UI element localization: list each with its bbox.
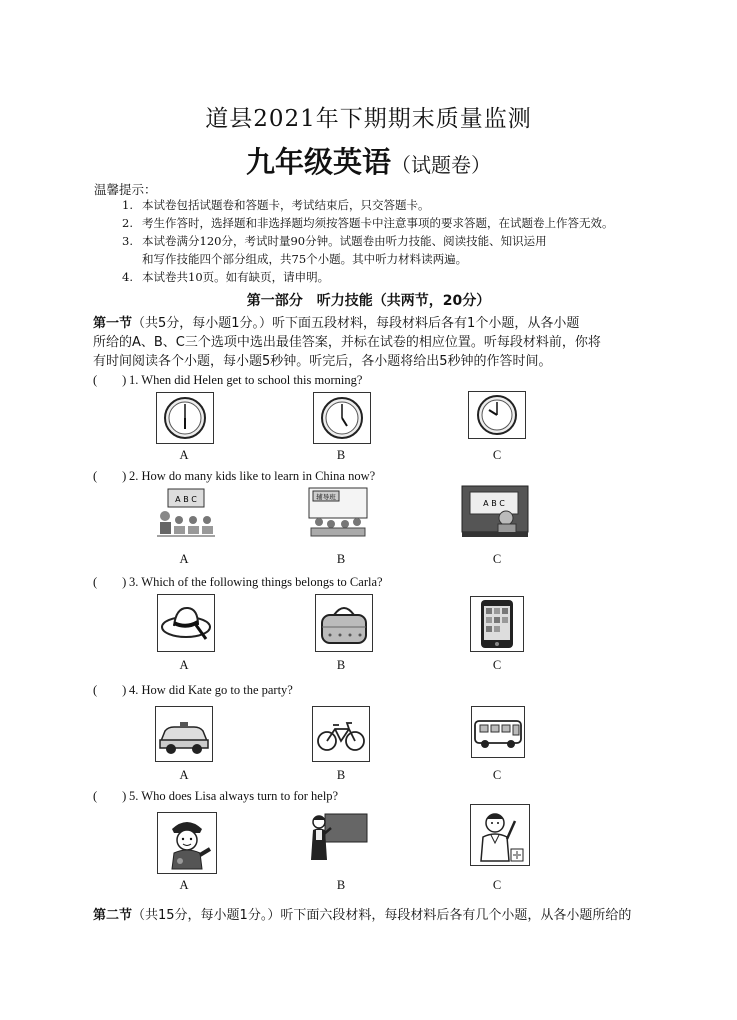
q1-label-b: B [336,448,346,462]
q2-option-b-image[interactable] [307,486,369,540]
section-1-instructions: 第一节（共5分，每小题1分。）听下面五段材料，每段材料后各有1个小题，从各小题 所给的A、B、C三个选项中选出最佳答案，并标在试卷的相应位置。听每段材料前，你将 有时间阅读各个小题，每小题5秒钟。听完后，各小题将给出5秒钟的作答时间。 [93,316,601,369]
police-officer-icon [172,822,210,869]
q1-option-a-image[interactable] [156,392,214,444]
q5-option-c-image[interactable] [470,804,530,866]
q2-label-b: B [336,552,346,566]
doctor-icon [481,814,523,861]
question-4: ( ) 4. How did Kate go to the party? [93,683,293,697]
q2-option-a-image[interactable] [155,486,217,540]
hat-icon [162,608,210,639]
teacher-icon [311,814,367,860]
q5-label-a: A [179,878,189,892]
smartphone-icon [481,600,513,648]
q4-option-b-image[interactable] [312,706,370,762]
taxi-icon [160,722,208,754]
q3-label-a: A [179,658,189,672]
q1-option-c-image[interactable] [468,391,526,439]
classroom-icon [157,489,215,536]
q4-label-b: B [336,768,346,782]
exam-subtitle [0,140,737,181]
section-2-label: 第二节 [93,908,133,923]
q1-label-c: C [492,448,502,462]
q3-option-b-image[interactable] [315,594,373,652]
q5-option-b-image[interactable] [307,810,369,864]
q3-label-c: C [492,658,502,672]
q1-option-b-image[interactable] [313,392,371,444]
question-1: ( ) 1. When did Helen get to school this morning? [93,373,363,387]
q4-option-a-image[interactable] [155,706,213,762]
q2-label-c: C [492,552,502,566]
q2c-board-text: A B C [483,499,505,508]
clock-icon [478,396,516,434]
q3-option-c-image[interactable] [470,596,524,652]
tips-heading: 温馨提示： [94,182,157,197]
q4-label-c: C [492,768,502,782]
handbag-icon [322,608,366,643]
exam-title: 道县2021年下期期末质量监测 [205,106,532,132]
question-2: ( ) 2. How do many kids like to learn in China now? [93,469,376,483]
q2b-sign-text: 辅导班 [316,493,336,501]
bicycle-icon [318,723,364,750]
bus-icon [475,721,521,748]
clock-icon [165,398,205,438]
online-class-icon [462,486,528,537]
q3-label-b: B [336,658,346,672]
tip-3: 3. 本试卷满分120分，考试时量90分钟。试题卷由听力技能、阅读技能、知识运用 和写作技能四个部分组成，共75个小题。其中听力材料读两遍。 [122,234,547,266]
q4-label-a: A [179,768,189,782]
q5-option-a-image[interactable] [157,812,217,874]
section-2-instructions: 第二节（共15分，每小题1分。）听下面六段材料，每段材料后各有几个小题，从各小题所给的 [93,908,632,923]
q2a-board-text: A B C [175,495,197,504]
tip-2: 2. 考生作答时，选择题和非选择题均须按答题卡中注意事项的要求答题，在试题卷上作答无效。 [122,216,614,230]
q1-label-a: A [179,448,189,462]
question-3: ( ) 3. Which of the following things belongs to Carla? [93,575,383,589]
section-1-label: 第一节 [93,316,133,331]
question-5: ( ) 5. Who does Lisa always turn to for help? [93,789,339,803]
q4-option-c-image[interactable] [471,706,525,758]
q5-label-b: B [336,878,346,892]
subject-suffix: （试题卷） [391,153,491,177]
q2-label-a: A [179,552,189,566]
tip-1: 1. 本试卷包括试题卷和答题卡，考试结束后，只交答题卡。 [122,198,430,212]
tutoring-class-icon [309,488,367,536]
tip-4: 4. 本试卷共10页。如有缺页，请申明。 [122,270,330,284]
part-1-heading: 第一部分 听力技能（共两节，20分） [246,293,491,309]
q2-option-c-image[interactable] [460,484,530,540]
q5-label-c: C [492,878,502,892]
clock-icon [322,398,362,438]
subject-title: 九年级英语 [245,145,391,179]
q3-option-a-image[interactable] [157,594,215,652]
